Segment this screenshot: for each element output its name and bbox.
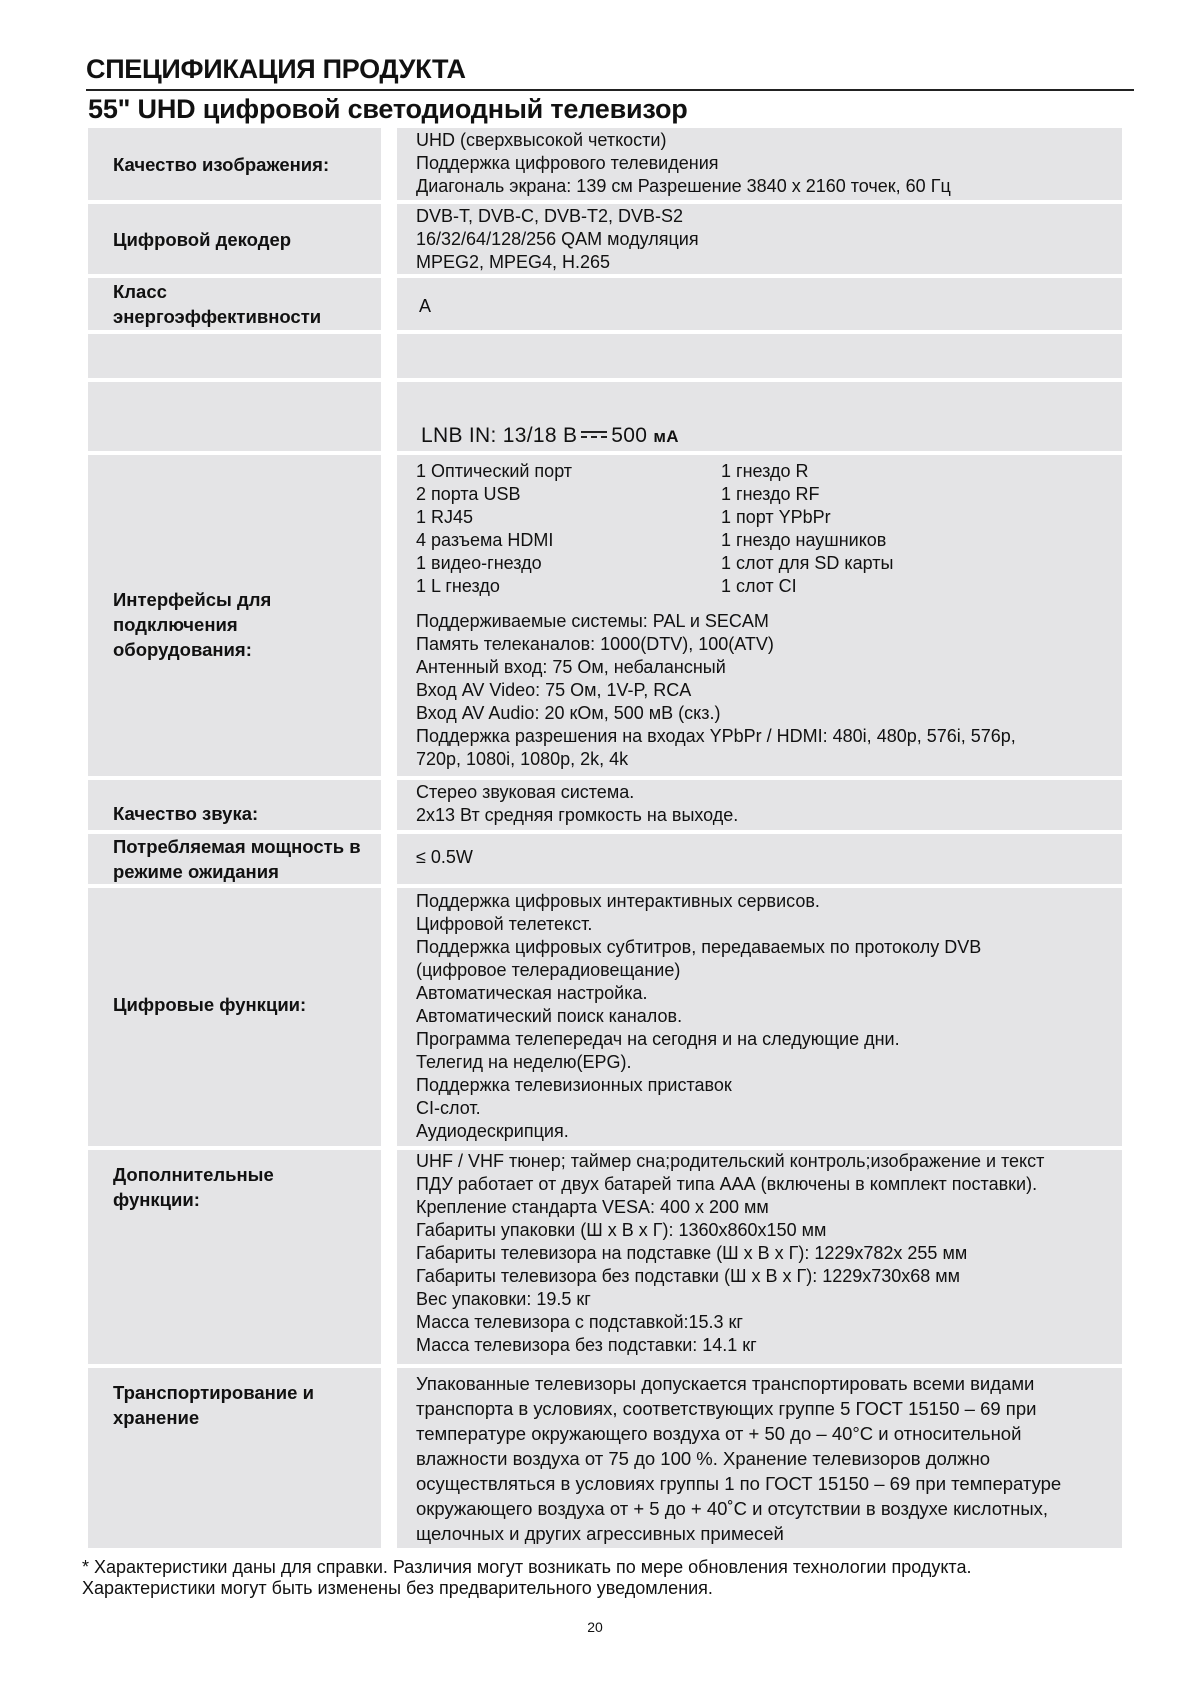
lnb-prefix: LNB IN: 13/18 B [421,424,578,447]
spec-line: Габариты телевизора без подставки (Ш х В х Г): 1229x730x68 мм [416,1266,961,1286]
spec-line: Поддержка цифровых субтитров, передаваемых по протоколу DVB [416,937,982,957]
spec-value [416,205,699,274]
spec-label-cell [88,278,381,330]
spec-value-cell [397,1368,1122,1548]
spec-line: 16/32/64/128/256 QAM модуляция [416,229,699,249]
ports-column-right [721,460,893,598]
spec-line: DVB-T, DVB-C, DVB-T2, DVB-S2 [416,206,684,226]
spec-line: Поддержка разрешения на входах YPbPr / HDMI: 480i, 480p, 576i, 576p, [416,726,1016,746]
spec-label: Цифровой декодер [113,228,292,250]
footnote-line: * Характеристики даны для справки. Различия могут возникать по мере обновления технологии продукта. [82,1557,972,1577]
footnote-line: Характеристики могут быть изменены без предварительного уведомления. [82,1578,713,1598]
spec-label: Класс энергоэффективности [113,281,322,327]
spec-label: Потребляемая мощность в режиме ожидания [113,836,361,882]
spec-label: Качество изображения: [113,153,330,175]
spec-line: окружающего воздуха от + 5 до + 40˚С и отсутствии в воздухе кислотных, [416,1498,1049,1519]
dc-symbol-icon [581,431,607,438]
spec-label-cell [88,1368,381,1548]
port-item: 1 видео-гнездо [416,553,542,573]
spec-row-picture-quality [88,128,1122,200]
page-title: СПЕЦИФИКАЦИЯ ПРОДУКТА [86,54,466,84]
spec-line: влажности воздуха от 75 до 100 %. Хранение телевизоров должно [416,1448,991,1469]
spec-label-cell [88,455,381,776]
spec-line: температуре окружающего воздуха от + 50 до – 40°С и относительной [416,1423,1022,1444]
spec-value [419,295,431,318]
spec-label: Качество звука: [113,802,259,824]
spec-value [416,1150,1044,1357]
spec-label: Дополнительные функции: [113,1164,274,1210]
spec-line: Диагональ экрана: 139 см Разрешение 3840 x 2160 точек, 60 Гц [416,176,951,196]
spec-row-transport-storage [88,1368,1122,1548]
spec-line: 720p, 1080i, 1080p, 2k, 4k [416,749,629,769]
spec-label-cell [88,204,381,274]
lnb-current: 500 [611,424,648,447]
spec-line: UHD (сверхвысокой четкости) [416,130,667,150]
spec-line: Программа телепередач на сегодня и на следующие дни. [416,1029,900,1049]
spec-value [416,1371,1061,1546]
spec-label-cell [88,1150,381,1364]
ports-column-left [416,460,721,598]
spec-label-cell [88,780,381,830]
spec-line: Габариты упаковки (Ш х В х Г): 1360x860x150 мм [416,1220,827,1240]
ports-list [416,460,1016,598]
spec-label-cell [88,334,381,378]
spec-value-cell [397,128,1122,200]
spec-line: Аудиодескрипция. [416,1121,569,1141]
spec-value-cell [397,888,1122,1146]
port-item: 1 гнездо наушников [721,530,887,550]
spec-value-cell [397,834,1122,884]
spec-line: Крепление стандарта VESA: 400 x 200 мм [416,1197,769,1217]
spec-row-digital-decoder [88,204,1122,274]
spec-line: Вес упаковки: 19.5 кг [416,1289,591,1309]
spec-line: Масса телевизора с подставкой:15.3 кг [416,1312,743,1332]
port-item: 1 L гнездо [416,576,500,596]
spec-value [416,846,473,869]
port-item: 1 гнездо RF [721,484,820,504]
spec-line: Поддержка телевизионных приставок [416,1075,732,1095]
spec-label: Транспортирование и хранение [113,1382,314,1428]
spec-line: Автоматическая настройка. [416,983,648,1003]
spec-line: UHF / VHF тюнер; таймер сна;родительский контроль;изображение и текст [416,1151,1045,1171]
spec-value-cell [397,382,1122,451]
port-item: 1 гнездо R [721,461,809,481]
spec-line: щелочных и других агрессивных примесей [416,1523,784,1544]
port-item: 1 слот CI [721,576,797,596]
spec-line: Поддержка цифровых интерактивных сервисов. [416,891,820,911]
spec-line: Упакованные телевизоры допускается транспортировать всеми видами [416,1373,1035,1394]
spec-value-cell [397,334,1122,378]
spec-line: CI-слот. [416,1098,481,1118]
spec-label: Цифровые функции: [113,993,307,1015]
spec-row-standby-power [88,834,1122,884]
spec-value-cell [397,204,1122,274]
spec-value [416,129,951,198]
spec-value-cell [397,278,1122,330]
spec-value-cell [397,455,1122,776]
spec-value [416,460,1016,771]
spec-value-cell [397,1150,1122,1364]
lnb-unit: мА [653,427,679,446]
spec-line: 2x13 Вт средняя громкость на выходе. [416,805,739,825]
spec-row-interfaces [88,455,1122,776]
spec-label: Интерфейсы для подключения оборудования: [113,589,272,660]
spec-line: Стерео звуковая система. [416,782,635,802]
spec-line: Автоматический поиск каналов. [416,1006,683,1026]
spec-label-cell [88,834,381,884]
spec-row-sound [88,780,1122,830]
spec-value [416,890,981,1143]
spec-line: ≤ 0.5W [416,847,473,867]
spec-value-cell [397,780,1122,830]
spec-label-cell [88,888,381,1146]
spec-line: Цифровой телетекст. [416,914,593,934]
spec-label-cell [88,382,381,451]
page-number: 20 [587,1619,603,1635]
spec-row-additional-functions [88,1150,1122,1364]
spec-line: Масса телевизора без подставки: 14.1 кг [416,1335,757,1355]
spec-line: осуществляться в условиях группы 1 по ГОСТ 15150 – 69 при температуре [416,1473,1062,1494]
spec-line: ПДУ работает от двух батарей типа ААА (включены в комплект поставки). [416,1174,1038,1194]
spec-line: A [419,296,432,316]
port-item: 1 слот для SD карты [721,553,894,573]
spec-row-empty [88,334,1122,378]
spec-line: MPEG2, MPEG4, H.265 [416,252,611,272]
spec-line: (цифровое телерадиовещание) [416,960,681,980]
spec-line: Поддерживаемые системы: PAL и SECAM [416,611,769,631]
spec-line: Габариты телевизора на подставке (Ш х В х Г): 1229x782x 255 мм [416,1243,968,1263]
spec-line: Вход AV Video: 75 Ом, 1V-P, RCA [416,680,692,700]
lnb-input-spec [421,424,679,448]
spec-row-digital-functions [88,888,1122,1146]
port-item: 1 Оптический порт [416,461,573,481]
footnote [82,1557,971,1599]
spec-row-energy-class [88,278,1122,330]
spec-value [416,781,738,827]
spec-line: Антенный вход: 75 Ом, небалансный [416,657,726,677]
spec-line: транспорта в условиях, соответствующих группе 5 ГОСТ 15150 – 69 при [416,1398,1037,1419]
spec-line: Поддержка цифрового телевидения [416,153,719,173]
port-item: 2 порта USB [416,484,521,504]
port-item: 4 разъема HDMI [416,530,554,550]
spec-row-lnb [88,382,1122,451]
spec-line: Вход AV Audio: 20 кОм, 500 мВ (скз.) [416,703,721,723]
spec-label-cell [88,128,381,200]
port-item: 1 порт YPbPr [721,507,831,527]
spec-line: Память телеканалов: 1000(DTV), 100(ATV) [416,634,774,654]
product-subtitle: 55" UHD цифровой светодиодный телевизор [88,94,688,124]
spec-line: Телегид на неделю(EPG). [416,1052,632,1072]
title-divider [86,89,1134,91]
port-item: 1 RJ45 [416,507,474,527]
